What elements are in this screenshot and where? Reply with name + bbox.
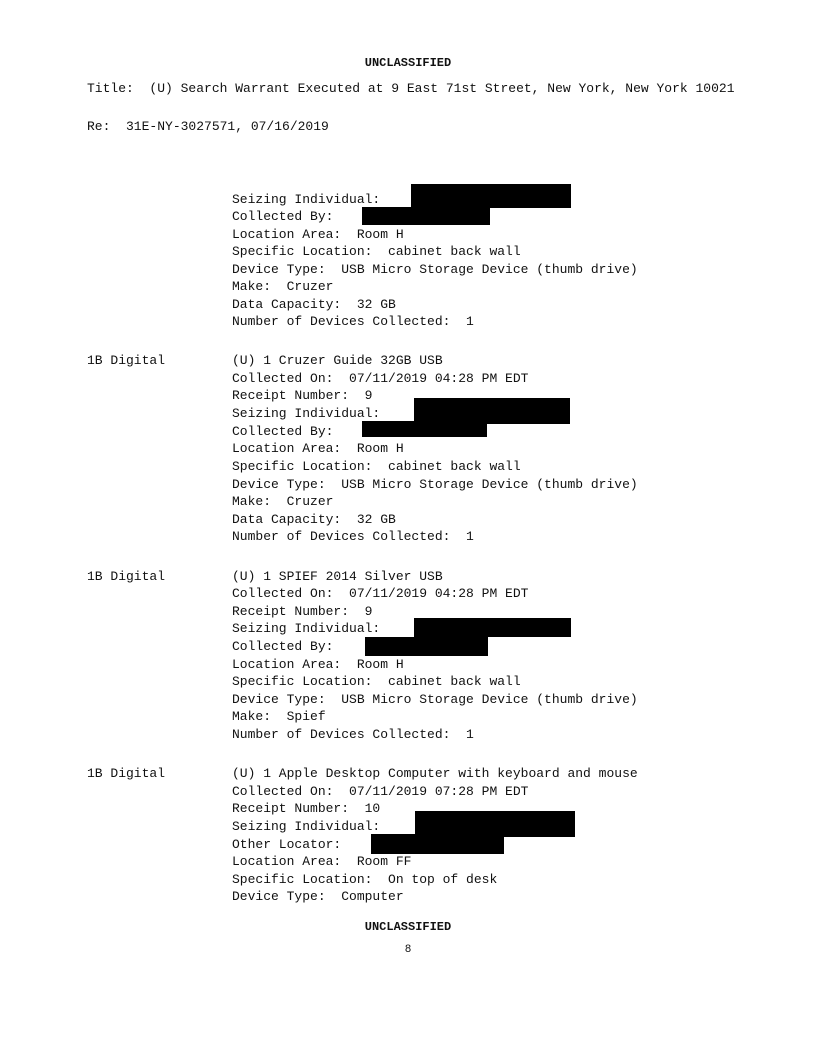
redaction-box [411, 184, 571, 208]
field-line: Collected On: 07/11/2019 04:28 PM EDT [232, 586, 529, 601]
redaction-box [365, 637, 488, 656]
field-line: Receipt Number: 10 [232, 801, 381, 816]
field-line: Collected By: [232, 424, 334, 439]
item-description: (U) 1 SPIEF 2014 Silver USB [232, 569, 443, 584]
field-line: Device Type: USB Micro Storage Device (thumb drive) [232, 692, 638, 707]
classification-bottom: UNCLASSIFIED [364, 920, 452, 934]
redaction-box [414, 618, 571, 637]
redaction-box [362, 207, 490, 225]
item-category: 1B Digital [87, 766, 166, 781]
field-line: Location Area: Room FF [232, 854, 412, 869]
field-line: Collected By: [232, 639, 334, 654]
field-line: Specific Location: cabinet back wall [232, 244, 521, 259]
field-line: Make: Cruzer [232, 279, 334, 294]
item-category: 1B Digital [87, 353, 166, 368]
field-line: Seizing Individual: [232, 406, 381, 421]
field-line: Data Capacity: 32 GB [232, 297, 396, 312]
field-line: Seizing Individual: [232, 192, 381, 207]
page-number: 8 [404, 944, 412, 956]
field-line: Receipt Number: 9 [232, 604, 373, 619]
field-line: Collected On: 07/11/2019 04:28 PM EDT [232, 371, 529, 386]
field-line: Other Locator: [232, 837, 342, 852]
redaction-box [371, 834, 504, 854]
field-line: Specific Location: cabinet back wall [232, 674, 521, 689]
document-reference: Re: 31E-NY-3027571, 07/16/2019 [87, 119, 329, 134]
field-line: Collected By: [232, 209, 334, 224]
field-line: Seizing Individual: [232, 621, 381, 636]
document-title: Title: (U) Search Warrant Executed at 9 East 71st Street, New York, New York 10021 [87, 81, 735, 96]
field-line: Make: Spief [232, 709, 326, 724]
field-line: Number of Devices Collected: 1 [232, 727, 474, 742]
redaction-box [362, 421, 487, 437]
field-line: Receipt Number: 9 [232, 388, 373, 403]
field-line: Location Area: Room H [232, 657, 404, 672]
field-line: Number of Devices Collected: 1 [232, 529, 474, 544]
item-description: (U) 1 Cruzer Guide 32GB USB [232, 353, 443, 368]
field-line: Device Type: USB Micro Storage Device (thumb drive) [232, 477, 638, 492]
field-line: Device Type: Computer [232, 889, 404, 904]
item-description: (U) 1 Apple Desktop Computer with keyboard and mouse [232, 766, 638, 781]
field-line: Data Capacity: 32 GB [232, 512, 396, 527]
field-line: Location Area: Room H [232, 227, 404, 242]
field-line: Seizing Individual: [232, 819, 381, 834]
field-line: Make: Cruzer [232, 494, 334, 509]
field-line: Specific Location: cabinet back wall [232, 459, 521, 474]
classification-top: UNCLASSIFIED [364, 56, 452, 70]
field-line: Specific Location: On top of desk [232, 872, 498, 887]
field-line: Collected On: 07/11/2019 07:28 PM EDT [232, 784, 529, 799]
field-line: Device Type: USB Micro Storage Device (thumb drive) [232, 262, 638, 277]
field-line: Location Area: Room H [232, 441, 404, 456]
item-category: 1B Digital [87, 569, 166, 584]
field-line: Number of Devices Collected: 1 [232, 314, 474, 329]
